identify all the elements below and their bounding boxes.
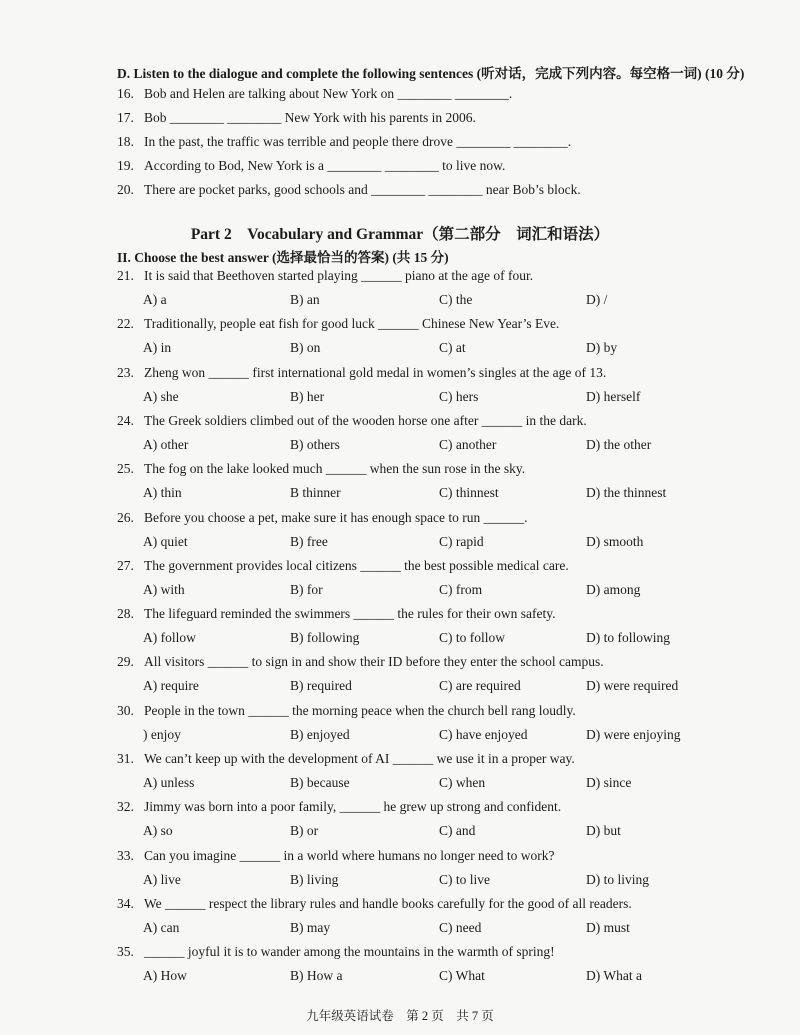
option-d: D) / bbox=[586, 292, 608, 307]
option-c: C) to follow bbox=[439, 630, 505, 646]
option-c: C) at bbox=[439, 340, 466, 356]
question-stem bbox=[117, 896, 632, 912]
option-c: C) What bbox=[439, 968, 485, 984]
answer-options bbox=[143, 389, 703, 407]
question-number: 33. bbox=[117, 847, 134, 863]
answer-options bbox=[143, 485, 703, 503]
question-stem bbox=[117, 654, 604, 670]
option-d: D) herself bbox=[586, 388, 641, 404]
option-d: D) What a bbox=[586, 968, 642, 984]
option-d: D) the other bbox=[586, 436, 652, 452]
question-stem bbox=[117, 751, 575, 767]
question-stem bbox=[117, 606, 556, 622]
option-b: B) for bbox=[290, 581, 323, 597]
option-a: A) can bbox=[143, 919, 180, 935]
question-text: ______ joyful it is to wander among the mountains in the warmth of spring! bbox=[144, 944, 555, 960]
option-c: C) another bbox=[439, 436, 497, 452]
option-d: D) to living bbox=[586, 871, 649, 887]
question-stem bbox=[117, 558, 569, 574]
page-footer: 九年级英语试卷 第 2 页 共 7 页 bbox=[306, 1009, 494, 1023]
question-stem bbox=[117, 510, 528, 526]
answer-options bbox=[143, 534, 703, 552]
question-stem bbox=[117, 703, 576, 719]
option-a: A) How bbox=[143, 968, 187, 984]
option-d: D) must bbox=[586, 919, 630, 935]
option-d: D) smooth bbox=[586, 533, 644, 549]
option-c: C) from bbox=[439, 581, 483, 597]
answer-options bbox=[143, 968, 703, 986]
part-title: Part 2 Vocabulary and Grammar（第二部分 词汇和语法） bbox=[190, 226, 610, 243]
section-d-heading: D. Listen to the dialogue and complete the following sentences (听对话，完成下列内容。每空格一词) (10 分) bbox=[117, 66, 745, 81]
question-stem bbox=[117, 848, 555, 864]
option-c: C) and bbox=[439, 823, 476, 839]
item-text: There are pocket parks, good schools and ________ ________ near Bob’s block. bbox=[144, 182, 581, 197]
question-text: Jimmy was born into a poor family, ______ he grew up strong and confident. bbox=[144, 799, 562, 815]
question-stem bbox=[117, 461, 525, 477]
section-heading: II. Choose the best answer (选择最恰当的答案) (共 15 分) bbox=[117, 250, 449, 265]
question-number: 25. bbox=[117, 461, 134, 477]
option-d: D) by bbox=[586, 340, 618, 356]
option-a: A) follow bbox=[143, 630, 196, 646]
item-text: Bob and Helen are talking about New York on ________ ________. bbox=[144, 86, 513, 101]
option-a: A) she bbox=[143, 388, 179, 404]
question-number: 30. bbox=[117, 702, 134, 718]
option-a: A) a bbox=[143, 292, 167, 307]
question-number: 28. bbox=[117, 606, 134, 622]
item-number: 17. bbox=[117, 110, 134, 125]
option-b: B) may bbox=[290, 919, 331, 935]
option-c: C) to live bbox=[439, 871, 490, 887]
option-a: A) require bbox=[143, 678, 199, 694]
option-a: A) with bbox=[143, 581, 185, 597]
question-number: 23. bbox=[117, 364, 134, 380]
option-a: A) other bbox=[143, 436, 189, 452]
listening-item bbox=[117, 110, 476, 126]
option-c: C) are required bbox=[439, 678, 521, 694]
option-a: A) thin bbox=[143, 485, 182, 501]
option-d: D) the thinnest bbox=[586, 485, 667, 501]
item-text: According to Bod, New York is a ________ ________ to live now. bbox=[144, 158, 506, 173]
listening-item bbox=[117, 134, 571, 150]
option-c: C) hers bbox=[439, 388, 479, 404]
answer-options bbox=[143, 582, 703, 600]
question-text: Before you choose a pet, make sure it has enough space to run ______. bbox=[144, 509, 528, 525]
question-number: 27. bbox=[117, 557, 134, 573]
option-b: B) How a bbox=[290, 968, 343, 984]
question-text: All visitors ______ to sign in and show their ID before they enter the school campus. bbox=[144, 654, 604, 670]
option-b: B) following bbox=[290, 630, 360, 646]
option-d: D) since bbox=[586, 775, 632, 790]
option-b: B) an bbox=[290, 292, 320, 307]
option-d: D) were enjoying bbox=[586, 726, 681, 742]
question-number: 34. bbox=[117, 895, 134, 911]
question-text: It is said that Beethoven started playing ______ piano at the age of four. bbox=[144, 268, 534, 283]
question-text: Can you imagine ______ in a world where humans no longer need to work? bbox=[144, 847, 555, 863]
question-text: We ______ respect the library rules and handle books carefully for the good of all readers. bbox=[144, 895, 632, 911]
question-text: Traditionally, people eat fish for good luck ______ Chinese New Year’s Eve. bbox=[144, 316, 560, 332]
option-b: B) others bbox=[290, 436, 340, 452]
option-c: C) have enjoyed bbox=[439, 726, 528, 742]
item-number: 19. bbox=[117, 158, 134, 173]
question-number: 22. bbox=[117, 316, 134, 332]
listening-item bbox=[117, 158, 505, 174]
option-a: A) unless bbox=[143, 775, 195, 790]
question-number: 35. bbox=[117, 944, 134, 960]
answer-options bbox=[143, 292, 703, 310]
option-b: B) required bbox=[290, 678, 352, 694]
option-c: C) when bbox=[439, 775, 486, 790]
option-b: B) enjoyed bbox=[290, 726, 350, 742]
question-stem bbox=[117, 365, 606, 381]
option-d: D) but bbox=[586, 823, 621, 839]
answer-options bbox=[143, 775, 703, 793]
question-text: Zheng won ______ first international gold medal in women’s singles at the age of 13. bbox=[144, 364, 607, 380]
question-stem bbox=[117, 413, 587, 429]
question-number: 21. bbox=[117, 268, 134, 283]
option-d: D) were required bbox=[586, 678, 679, 694]
option-d: D) among bbox=[586, 581, 641, 597]
option-b: B) living bbox=[290, 871, 339, 887]
option-b: B) on bbox=[290, 340, 321, 356]
option-a: A) so bbox=[143, 823, 173, 839]
answer-options bbox=[143, 678, 703, 696]
question-stem bbox=[117, 268, 533, 284]
question-text: The lifeguard reminded the swimmers ______ the rules for their own safety. bbox=[144, 606, 556, 622]
item-text: Bob ________ ________ New York with his parents in 2006. bbox=[144, 110, 476, 125]
item-number: 18. bbox=[117, 134, 134, 149]
question-stem bbox=[117, 316, 559, 332]
option-a: A) in bbox=[143, 340, 172, 356]
listening-item bbox=[117, 182, 581, 198]
answer-options bbox=[143, 823, 703, 841]
question-text: The Greek soldiers climbed out of the wooden horse one after ______ in the dark. bbox=[144, 412, 587, 428]
item-text: In the past, the traffic was terrible and people there drove ________ ________. bbox=[144, 134, 572, 149]
option-d: D) to following bbox=[586, 630, 670, 646]
answer-options bbox=[143, 630, 703, 648]
item-number: 20. bbox=[117, 182, 134, 197]
question-number: 29. bbox=[117, 654, 134, 670]
option-a: A) live bbox=[143, 871, 181, 887]
answer-options bbox=[143, 727, 703, 745]
question-text: We can’t keep up with the development of AI ______ we use it in a proper way. bbox=[144, 751, 575, 766]
option-b: B) her bbox=[290, 388, 325, 404]
answer-options bbox=[143, 340, 703, 358]
listening-item bbox=[117, 86, 512, 102]
question-stem bbox=[117, 944, 555, 960]
answer-options bbox=[143, 872, 703, 890]
answer-options bbox=[143, 437, 703, 455]
option-b: B) because bbox=[290, 775, 350, 790]
option-a: A) quiet bbox=[143, 533, 188, 549]
answer-options bbox=[143, 920, 703, 938]
question-text: The government provides local citizens ______ the best possible medical care. bbox=[144, 557, 569, 573]
option-c: C) thinnest bbox=[439, 485, 499, 501]
question-number: 32. bbox=[117, 799, 134, 815]
question-number: 24. bbox=[117, 412, 134, 428]
option-c: C) the bbox=[439, 292, 473, 307]
option-c: C) rapid bbox=[439, 533, 484, 549]
option-b: B) or bbox=[290, 823, 319, 839]
question-text: The fog on the lake looked much ______ when the sun rose in the sky. bbox=[144, 461, 526, 477]
option-c: C) need bbox=[439, 919, 482, 935]
question-stem bbox=[117, 799, 561, 815]
question-number: 31. bbox=[117, 751, 134, 766]
option-a: ) enjoy bbox=[143, 726, 181, 742]
option-b: B thinner bbox=[290, 485, 341, 501]
item-number: 16. bbox=[117, 86, 134, 101]
option-b: B) free bbox=[290, 533, 328, 549]
question-text: People in the town ______ the morning peace when the church bell rang loudly. bbox=[144, 702, 576, 718]
question-number: 26. bbox=[117, 509, 134, 525]
